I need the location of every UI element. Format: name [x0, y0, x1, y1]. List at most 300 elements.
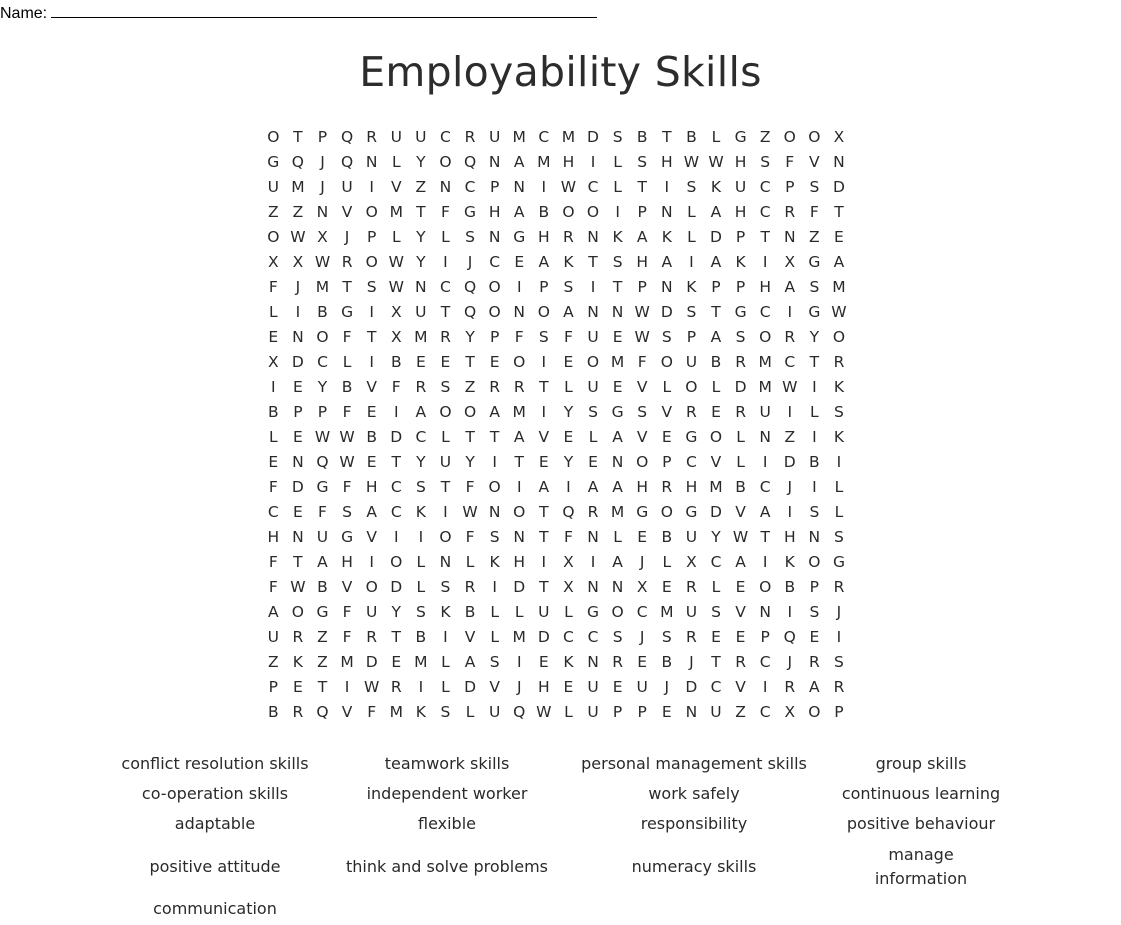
grid-letter: A	[513, 153, 525, 171]
grid-letter: L	[711, 128, 721, 146]
grid-letter: E	[735, 628, 746, 646]
grid-letter: L	[711, 378, 721, 396]
grid-letter: Q	[340, 128, 354, 146]
grid-letter: O	[759, 328, 772, 346]
grid-letter: E	[366, 403, 377, 421]
grid-letter: K	[833, 378, 845, 396]
grid-letter: G	[341, 303, 354, 321]
grid-letter: A	[538, 478, 550, 496]
grid-letter: L	[391, 228, 401, 246]
word-list-item: adaptable	[174, 814, 256, 833]
grid-letter: H	[734, 153, 747, 171]
grid-letter: D	[365, 653, 378, 671]
grid-letter: E	[292, 678, 303, 696]
grid-letter: L	[564, 378, 573, 396]
grid-letter: G	[734, 128, 747, 146]
grid-letter: D	[537, 628, 550, 646]
grid-letter: A	[489, 403, 500, 421]
grid-letter: O	[586, 353, 600, 371]
grid-letter: Z	[317, 653, 328, 671]
grid-letter: N	[587, 653, 599, 671]
grid-letter: R	[390, 678, 402, 696]
grid-letter: R	[292, 703, 304, 721]
grid-letter: H	[538, 228, 550, 246]
grid-letter: P	[637, 703, 647, 721]
grid-letter: C	[563, 628, 574, 646]
grid-letter: O	[537, 303, 550, 321]
grid-letter: O	[488, 303, 501, 321]
grid-letter: J	[344, 228, 350, 246]
grid-letter: I	[787, 503, 793, 521]
grid-letter: L	[687, 228, 696, 246]
grid-letter: T	[711, 653, 721, 671]
grid-letter: X	[390, 328, 402, 346]
grid-letter: L	[736, 453, 745, 471]
grid-letter: O	[660, 503, 673, 521]
grid-letter: R	[686, 403, 697, 421]
grid-letter: N	[316, 203, 329, 221]
grid-letter: P	[735, 278, 746, 296]
grid-letter: S	[588, 403, 598, 421]
grid-letter: I	[664, 178, 670, 196]
grid-letter: B	[636, 128, 648, 146]
grid-letter: I	[443, 628, 448, 646]
grid-letter: F	[809, 203, 819, 221]
grid-letter: S	[612, 128, 623, 146]
grid-letter: S	[834, 403, 844, 421]
grid-letter: I	[590, 153, 596, 171]
grid-letter: P	[637, 278, 647, 296]
grid-letter: P	[268, 678, 278, 696]
grid-letter: A	[415, 403, 427, 421]
grid-letter: L	[662, 378, 672, 396]
grid-letter: O	[316, 328, 329, 346]
grid-letter: A	[809, 678, 820, 696]
grid-letter: X	[267, 253, 279, 271]
grid-letter: A	[513, 428, 525, 446]
grid-letter: T	[465, 353, 475, 371]
grid-letter: G	[734, 303, 747, 321]
grid-letter: N	[488, 153, 501, 171]
grid-letter: G	[685, 503, 698, 521]
grid-letter: D	[390, 428, 403, 446]
grid-letter: L	[342, 353, 352, 371]
grid-letter: L	[613, 528, 622, 546]
grid-letter: A	[267, 603, 279, 621]
grid-letter: Z	[267, 203, 279, 221]
grid-letter: E	[637, 528, 648, 546]
grid-letter: R	[587, 503, 599, 521]
grid-letter: V	[341, 703, 353, 721]
grid-letter: L	[564, 703, 573, 721]
grid-letter: G	[267, 153, 280, 171]
grid-letter: S	[440, 378, 451, 396]
grid-letter: W	[536, 703, 552, 721]
grid-letter: Z	[784, 428, 796, 446]
grid-letter: O	[685, 378, 698, 396]
grid-letter: N	[365, 153, 378, 171]
grid-letter: R	[563, 228, 574, 246]
grid-letter: T	[391, 453, 401, 471]
grid-letter: N	[660, 278, 673, 296]
grid-letter: D	[390, 578, 403, 596]
grid-letter: E	[538, 453, 549, 471]
grid-letter: D	[783, 453, 796, 471]
grid-letter: J	[639, 628, 645, 646]
grid-letter: O	[709, 428, 723, 446]
grid-letter: S	[440, 703, 451, 721]
grid-letter: M	[758, 378, 772, 396]
grid-letter: A	[710, 328, 722, 346]
grid-letter: O	[488, 278, 501, 296]
grid-letter: E	[514, 253, 525, 271]
grid-letter: M	[291, 178, 305, 196]
grid-letter: N	[611, 453, 624, 471]
grid-letter: M	[512, 403, 526, 421]
grid-letter: R	[292, 628, 304, 646]
grid-letter: A	[759, 503, 771, 521]
grid-letter: P	[686, 328, 697, 346]
grid-letter: S	[612, 253, 623, 271]
grid-letter: L	[441, 428, 450, 446]
grid-letter: D	[734, 378, 747, 396]
grid-letter: N	[292, 328, 304, 346]
grid-letter: L	[613, 153, 622, 171]
grid-letter: V	[735, 603, 746, 621]
grid-letter: P	[735, 228, 746, 246]
grid-letter: Q	[463, 153, 477, 171]
grid-letter: S	[342, 503, 352, 521]
grid-letter: C	[317, 353, 328, 371]
grid-letter: O	[439, 528, 452, 546]
grid-letter: N	[759, 603, 771, 621]
grid-letter: A	[612, 553, 623, 571]
grid-letter: D	[710, 228, 722, 246]
grid-letter: R	[366, 128, 378, 146]
grid-letter: Q	[316, 703, 329, 721]
grid-letter: C	[685, 453, 697, 471]
grid-letter: L	[662, 553, 672, 571]
grid-letter: L	[810, 403, 819, 421]
grid-letter: S	[440, 578, 451, 596]
grid-letter: Q	[783, 628, 796, 646]
grid-letter: E	[661, 703, 672, 721]
grid-letter: L	[613, 178, 622, 196]
grid-letter: D	[660, 303, 673, 321]
grid-letter: E	[612, 678, 623, 696]
grid-letter: L	[441, 228, 450, 246]
grid-letter: T	[711, 303, 721, 321]
grid-letter: O	[291, 603, 304, 621]
grid-letter: T	[539, 578, 549, 596]
grid-letter: O	[365, 203, 378, 221]
grid-letter: R	[735, 353, 746, 371]
grid-letter: O	[267, 128, 280, 146]
grid-letter: W	[339, 453, 355, 471]
grid-letter: L	[441, 678, 450, 696]
grid-letter: P	[785, 178, 795, 196]
grid-letter: I	[787, 303, 793, 321]
grid-letter: U	[685, 603, 698, 621]
grid-letter: E	[366, 453, 377, 471]
grid-letter: C	[267, 503, 279, 521]
grid-letter: E	[661, 578, 672, 596]
grid-letter: H	[562, 153, 575, 171]
grid-letter: A	[563, 303, 574, 321]
grid-letter: U	[710, 703, 722, 721]
grid-letter: M	[340, 653, 354, 671]
grid-letter: O	[636, 453, 649, 471]
grid-letter: C	[440, 278, 451, 296]
grid-letter: T	[416, 203, 426, 221]
grid-letter: G	[341, 528, 354, 546]
grid-letter: W	[364, 678, 380, 696]
grid-letter: G	[464, 203, 477, 221]
word-list-item: responsibility	[640, 814, 748, 833]
grid-letter: U	[341, 178, 353, 196]
grid-letter: F	[268, 578, 278, 596]
grid-letter: R	[513, 378, 525, 396]
grid-letter: U	[538, 603, 550, 621]
grid-letter: P	[317, 403, 328, 421]
grid-letter: P	[366, 228, 377, 246]
grid-letter: H	[734, 203, 747, 221]
grid-letter: E	[834, 228, 844, 246]
grid-letter: Z	[292, 203, 304, 221]
grid-letter: I	[689, 253, 694, 271]
grid-letter: Z	[317, 628, 328, 646]
grid-letter: F	[342, 478, 352, 496]
word-list-item: independent worker	[366, 784, 528, 803]
word-list-item: positive behaviour	[846, 814, 996, 833]
grid-letter: I	[369, 303, 374, 321]
grid-letter: N	[783, 228, 796, 246]
grid-letter: Y	[563, 453, 574, 471]
grid-letter: E	[292, 378, 303, 396]
grid-letter: M	[660, 603, 674, 621]
grid-letter: E	[440, 353, 451, 371]
grid-letter: T	[317, 678, 328, 696]
grid-letter: B	[735, 478, 746, 496]
grid-letter: M	[512, 628, 526, 646]
grid-letter: S	[415, 478, 426, 496]
grid-letter: E	[661, 428, 672, 446]
grid-letter: O	[808, 703, 821, 721]
grid-letter: C	[489, 253, 501, 271]
grid-letter: P	[612, 703, 623, 721]
grid-letter: E	[292, 428, 303, 446]
grid-letter: I	[787, 603, 793, 621]
grid-letter: P	[760, 628, 770, 646]
grid-letter: Q	[463, 278, 477, 296]
grid-letter: E	[391, 653, 402, 671]
grid-letter: D	[685, 678, 698, 696]
grid-letter: N	[439, 178, 452, 196]
grid-letter: N	[587, 303, 599, 321]
grid-letter: V	[366, 528, 377, 546]
name-label: Name:	[0, 5, 48, 22]
grid-letter: W	[339, 428, 355, 446]
grid-letter: I	[369, 553, 374, 571]
grid-letter: O	[611, 603, 624, 621]
grid-letter: J	[787, 653, 793, 671]
grid-letter: I	[443, 503, 448, 521]
grid-letter: I	[836, 453, 842, 471]
grid-letter: G	[611, 403, 624, 421]
grid-letter: L	[416, 578, 426, 596]
grid-letter: T	[293, 128, 303, 146]
grid-letter: I	[812, 378, 817, 396]
grid-letter: P	[809, 578, 820, 596]
grid-letter: U	[415, 128, 427, 146]
grid-letter: U	[415, 303, 427, 321]
grid-letter: E	[268, 453, 279, 471]
grid-letter: I	[393, 528, 399, 546]
grid-letter: S	[834, 528, 844, 546]
grid-letter: T	[662, 128, 672, 146]
grid-letter: L	[834, 503, 844, 521]
grid-letter: B	[464, 603, 476, 621]
grid-letter: A	[636, 228, 648, 246]
grid-letter: V	[809, 153, 820, 171]
grid-letter: E	[588, 453, 598, 471]
grid-letter: L	[588, 428, 598, 446]
grid-letter: V	[341, 203, 353, 221]
grid-letter: I	[492, 578, 497, 596]
grid-letter: A	[538, 253, 550, 271]
grid-letter: W	[388, 253, 404, 271]
grid-letter: W	[290, 228, 306, 246]
word-list-item: communication	[153, 899, 277, 918]
grid-letter: I	[762, 453, 768, 471]
grid-letter: O	[390, 553, 403, 571]
grid-letter: G	[513, 228, 526, 246]
grid-letter: X	[784, 703, 796, 721]
page-title: Employability Skills	[359, 48, 762, 96]
grid-letter: R	[735, 403, 746, 421]
grid-letter: V	[489, 678, 500, 696]
grid-letter: I	[615, 203, 620, 221]
grid-letter: J	[516, 678, 522, 696]
grid-letter: Y	[809, 328, 820, 346]
grid-letter: N	[513, 528, 526, 546]
grid-letter: R	[341, 253, 353, 271]
grid-letter: X	[563, 578, 574, 596]
grid-letter: C	[415, 428, 427, 446]
grid-letter: M	[610, 503, 625, 521]
grid-letter: I	[541, 403, 547, 421]
grid-letter: M	[315, 278, 330, 296]
grid-letter: U	[316, 528, 329, 546]
word-search-grid	[261, 125, 851, 725]
grid-letter: N	[415, 278, 427, 296]
grid-letter: H	[513, 553, 526, 571]
grid-letter: A	[317, 553, 328, 571]
grid-letter: A	[612, 428, 623, 446]
grid-letter: Z	[415, 178, 427, 196]
grid-letter: N	[439, 553, 452, 571]
grid-letter: K	[415, 503, 426, 521]
grid-letter: P	[489, 328, 500, 346]
grid-letter: W	[708, 153, 724, 171]
grid-letter: R	[612, 653, 623, 671]
grid-letter: L	[465, 553, 475, 571]
grid-letter: A	[833, 253, 845, 271]
grid-letter: E	[711, 628, 721, 646]
grid-letter: H	[660, 153, 673, 171]
word-list-item: work safely	[648, 784, 740, 803]
grid-letter: U	[365, 603, 378, 621]
grid-letter: V	[341, 578, 353, 596]
grid-letter: O	[439, 153, 452, 171]
grid-letter: M	[389, 703, 403, 721]
grid-letter: U	[390, 128, 402, 146]
grid-letter: Y	[416, 228, 426, 246]
grid-letter: L	[465, 703, 475, 721]
grid-letter: N	[488, 503, 501, 521]
grid-letter: Q	[562, 503, 575, 521]
grid-letter: E	[612, 378, 623, 396]
grid-letter: T	[342, 278, 352, 296]
grid-letter: J	[320, 178, 325, 196]
grid-letter: K	[415, 703, 426, 721]
grid-letter: O	[439, 403, 452, 421]
grid-letter: C	[587, 628, 599, 646]
grid-letter: R	[833, 353, 845, 371]
grid-letter: K	[292, 653, 303, 671]
grid-letter: V	[366, 378, 377, 396]
grid-letter: L	[834, 478, 844, 496]
grid-letter: B	[661, 653, 673, 671]
grid-letter: C	[759, 303, 771, 321]
grid-letter: B	[809, 453, 820, 471]
grid-letter: I	[762, 553, 768, 571]
word-list-item: positive attitude	[149, 857, 281, 876]
grid-letter: L	[441, 653, 450, 671]
grid-letter: D	[710, 503, 722, 521]
grid-letter: A	[513, 203, 525, 221]
word-list-item: teamwork skills	[384, 754, 510, 773]
grid-letter: I	[492, 453, 497, 471]
grid-letter: P	[317, 128, 328, 146]
grid-letter: I	[369, 353, 374, 371]
word-list-item: flexible	[418, 814, 476, 833]
grid-letter: F	[465, 478, 475, 496]
grid-letter: F	[342, 628, 352, 646]
grid-letter: N	[488, 228, 501, 246]
grid-letter: W	[831, 303, 847, 321]
grid-letter: S	[661, 628, 672, 646]
grid-letter: T	[293, 553, 303, 571]
grid-letter: R	[833, 578, 845, 596]
grid-letter: P	[489, 178, 500, 196]
grid-letter: W	[634, 328, 650, 346]
grid-letter: V	[735, 678, 746, 696]
grid-letter: L	[514, 603, 524, 621]
grid-letter: J	[836, 603, 842, 621]
grid-letter: R	[489, 378, 501, 396]
grid-letter: T	[760, 228, 770, 246]
name-field	[0, 3, 597, 23]
grid-letter: Z	[735, 703, 746, 721]
grid-letter: S	[563, 278, 574, 296]
grid-letter: Y	[711, 528, 721, 546]
grid-letter: R	[686, 628, 697, 646]
word-list-item: conflict resolution skills	[121, 754, 309, 773]
grid-letter: O	[365, 578, 378, 596]
grid-letter: I	[590, 278, 596, 296]
grid-letter: A	[735, 553, 746, 571]
